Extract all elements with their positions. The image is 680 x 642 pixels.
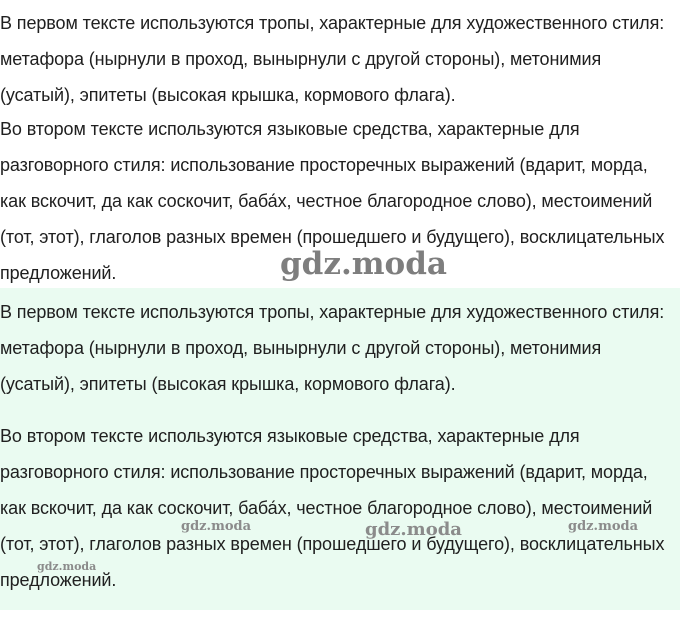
watermark-small: gdz.moda: [568, 519, 639, 534]
watermark-large: gdz.moda: [280, 246, 447, 282]
watermark-tiny: gdz.moda: [37, 560, 97, 573]
paragraph-first-text-tropes-highlighted: В первом тексте используются тропы, характерные для художественного стиля: метафора (нырнули в проход, вынырнули с другой стороны), метонимия (усатый), эпитеты (высокая крышка, кормового флага).: [0, 302, 665, 394]
watermark-medium: gdz.moda: [365, 519, 462, 540]
watermark-small: gdz.moda: [181, 519, 252, 534]
paragraph-second-text-colloquial-highlighted: Во втором тексте используются языковые средства, характерные для разговорного стиля: использование просторечных выражений (вдарит, морда, как вскочит, да как соскочит, баба́х, честное благородное слово), местоимений (тот, этот), глаголов разных времен (прошедшего и будущего), восклицательных предложений.: [0, 426, 665, 590]
paragraph-first-text-tropes: В первом тексте используются тропы, характерные для художественного стиля: метафора (нырнули в проход, вынырнули с другой стороны), метонимия (усатый), эпитеты (высокая крышка, кормового флага).: [0, 13, 665, 105]
paragraph-second-text-colloquial: Во втором тексте используются языковые средства, характерные для разговорного стиля: использование просторечных выражений (вдарит, морда, как вскочит, да как соскочит, баба́х, честное благородное слово), местоимений (тот, этот), глаголов разных времен (прошедшего и будущего), восклицательных предложений.: [0, 119, 665, 283]
